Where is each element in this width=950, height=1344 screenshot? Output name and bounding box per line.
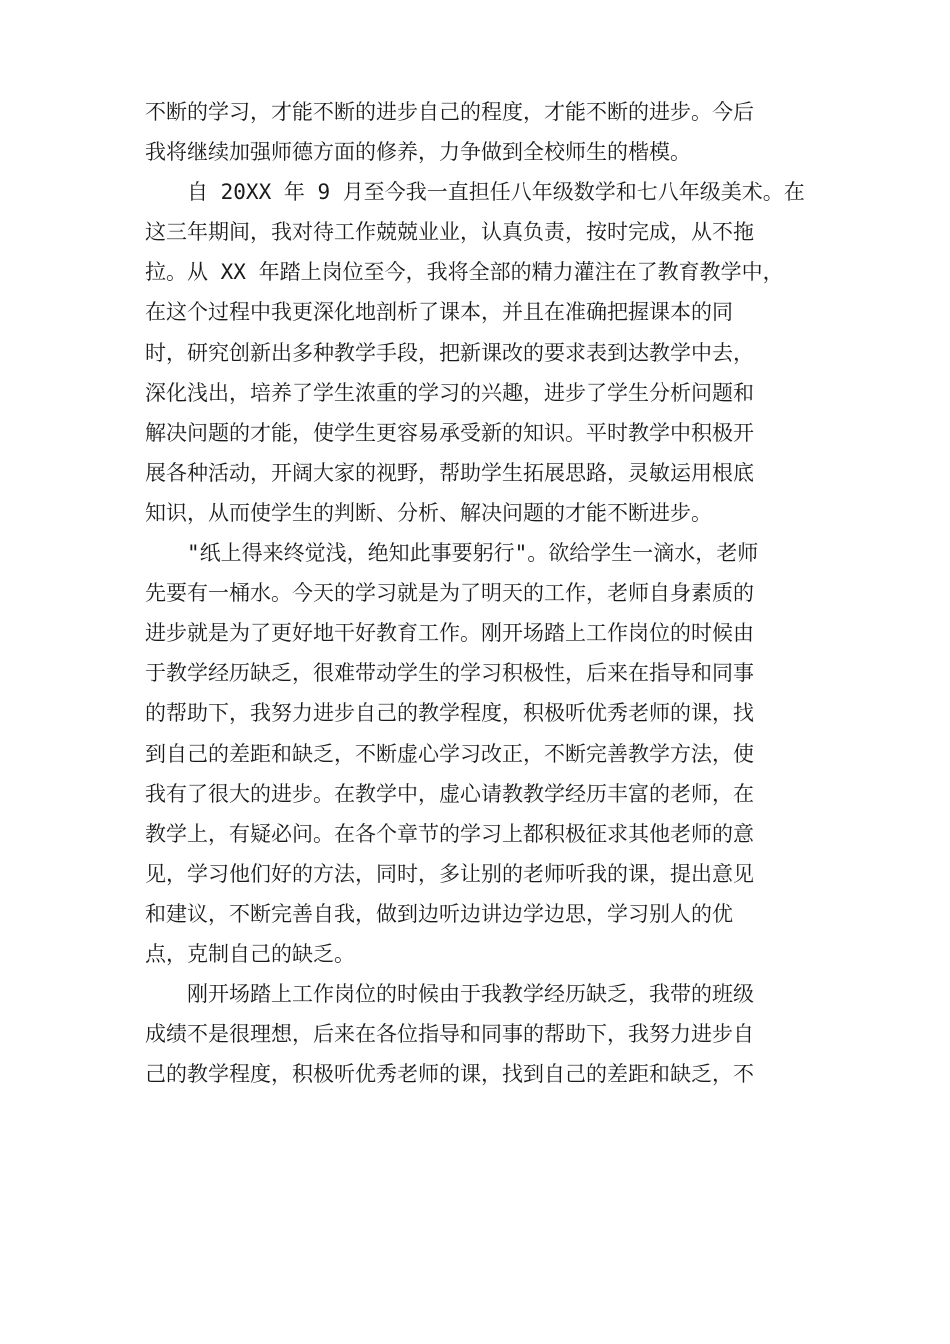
text-line: 到自己的差距和缺乏，不断虚心学习改正，不断完善教学方法，使: [145, 741, 754, 766]
text-line: 深化浅出，培养了学生浓重的学习的兴趣，进步了学生分析问题和: [145, 380, 754, 405]
text-line: 在这个过程中我更深化地剖析了课本，并且在准确把握课本的同: [145, 300, 733, 325]
text-line: 点，克制自己的缺乏。: [145, 941, 355, 966]
text-line: 我有了很大的进步。在教学中，虚心请教教学经历丰富的老师，在: [145, 781, 754, 806]
text-line: 知识，从而使学生的判断、分析、解决问题的才能不断进步。: [145, 500, 712, 525]
text-line: 时，研究创新出多种教学手段，把新课改的要求表到达教学中去，: [145, 340, 754, 365]
text-line: 进步就是为了更好地干好教育工作。刚开场踏上工作岗位的时候由: [145, 621, 754, 646]
text-line: 的帮助下，我努力进步自己的教学程度，积极听优秀老师的课，找: [145, 701, 754, 726]
text-line: 己的教学程度，积极听优秀老师的课，找到自己的差距和缺乏，不: [145, 1062, 754, 1087]
text-line: 于教学经历缺乏，很难带动学生的学习积极性，后来在指导和同事: [145, 661, 754, 686]
text-line: 刚开场踏上工作岗位的时候由于我教学经历缺乏，我带的班级: [187, 982, 754, 1007]
text-line: 先要有一桶水。今天的学习就是为了明天的工作，老师自身素质的: [145, 581, 754, 606]
text-line: 这三年期间，我对待工作兢兢业业，认真负责，按时完成，从不拖: [145, 220, 754, 245]
text-line: 我将继续加强师德方面的修养，力争做到全校师生的楷模。: [145, 140, 691, 165]
text-line: 展各种活动，开阔大家的视野，帮助学生拓展思路，灵敏运用根底: [145, 460, 754, 485]
text-line: 拉。从 XX 年踏上岗位至今，我将全部的精力灌注在了教育教学中，: [145, 260, 784, 285]
text-line: 教学上，有疑必问。在各个章节的学习上都积极征求其他老师的意: [145, 821, 754, 846]
text-line: "纸上得来终觉浅，绝知此事要躬行"。欲给学生一滴水，老师: [187, 541, 759, 566]
text-line: 和建议，不断完善自我，做到边听边讲边学边思，学习别人的优: [145, 901, 733, 926]
text-line: 自 20XX 年 9 月至今我一直担任八年级数学和七八年级美术。在: [187, 180, 805, 205]
document-body: [145, 92, 810, 1094]
text-line: 见，学习他们好的方法，同时，多让别的老师听我的课，提出意见: [145, 861, 754, 886]
text-line: 不断的学习，才能不断的进步自己的程度，才能不断的进步。今后: [145, 100, 754, 124]
text-line: 解决问题的才能，使学生更容易承受新的知识。平时教学中积极开: [145, 420, 754, 445]
text-line: 成绩不是很理想，后来在各位指导和同事的帮助下，我努力进步自: [145, 1022, 754, 1047]
